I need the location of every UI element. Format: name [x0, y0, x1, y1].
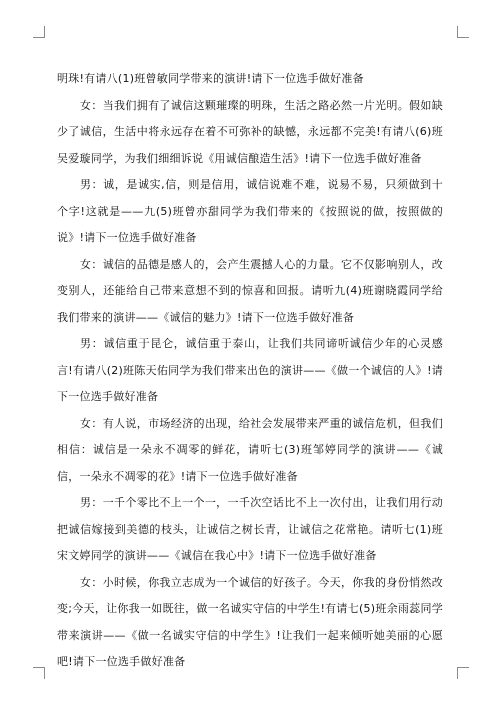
- crop-mark-top-left: [33, 26, 45, 38]
- paragraph-7: 男：一千个零比不上一个一，一千次空话比不上一次付出，让我们用行动把诚信嫁接到美德的枝头，让诚信之树长青，让诚信之花常艳。请听七(1)班宋文婷同学的演讲——《诚信在我心中》!请下一位选手做好准备: [57, 496, 443, 562]
- crop-mark-bottom-left: [33, 667, 45, 679]
- paragraph-6: 女：有人说，市场经济的出现，给社会发展带来严重的诚信危机，但我们相信：诚信是一朵永不凋零的鲜花，请听七(3)班邹婷同学的演讲——《诚信，一朵永不凋零的花》!请下一位选手做好准备: [57, 416, 443, 483]
- crop-mark-bottom-right: [457, 667, 469, 679]
- paragraph-5: 男：诚信重于昆仑，诚信重于泰山，让我们共同谛听诚信少年的心灵感言!有请八(2)班陈天佑同学为我们带来出色的演讲——《做一个诚信的人》!请下一位选手做好准备: [57, 337, 443, 403]
- crop-mark-top-right: [457, 26, 469, 38]
- paragraph-2: 女：当我们拥有了诚信这颗璀璨的明珠，生活之路必然一片光明。假如缺少了诚信，生活中将永远存在着不可弥补的缺憾，永远都不完美!有请八(6)班吴爱璇同学，为我们细细诉说《用诚信酿造生活》!请下一位选手做好准备: [57, 98, 443, 165]
- paragraph-1: 明珠!有请八(1)班曾敏同学带来的演讲!请下一位选手做好准备: [57, 72, 364, 85]
- paragraph-3: 男：诚，是诚实,信，则是信用，诚信说难不难，说易不易，只须做到十个字!这就是——九(5)班曾亦甜同学为我们带来的《按照说的做，按照做的说》!请下一位选手做好准备: [57, 178, 443, 244]
- paragraph-8: 女：小时候，你我立志成为一个诚信的好孩子。今天，你我的身份悄然改变;今天，让你我一如既往，做一名诚实守信的中学生!有请七(5)班余雨蕊同学带来演讲——《做一名诚实守信的中学生》!让我们一起来倾听她美丽的心愿吧!请下一位选手做好准备: [57, 575, 443, 668]
- paragraph-4: 女：诚信的品德是感人的，会产生震撼人心的力量。它不仅影响别人，改变别人，还能给自己带来意想不到的惊喜和回报。请听九(4)班谢晓霞同学给我们带来的演讲——《诚信的魅力》!请下一位选手做好准备: [57, 257, 443, 324]
- document-body: [57, 66, 443, 676]
